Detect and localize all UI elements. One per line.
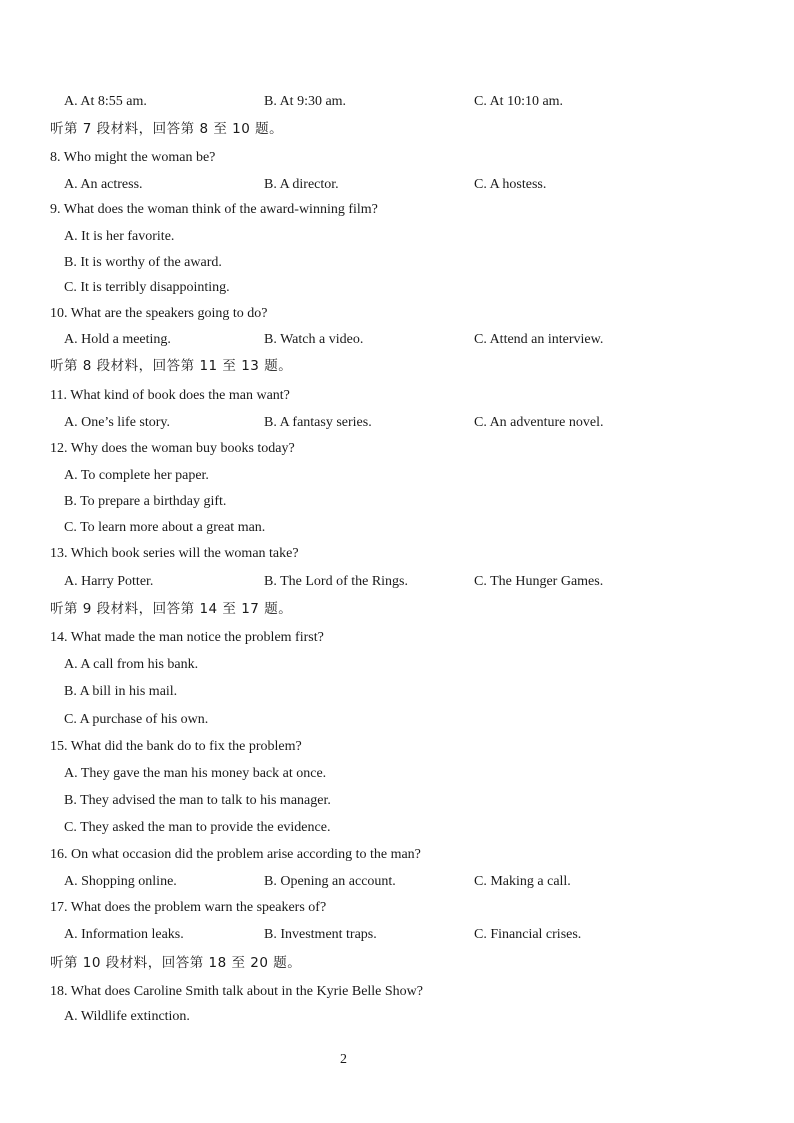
answer-option: B. A director. [264,177,339,192]
answer-option: B. Watch a video. [264,332,364,347]
answer-option: A. An actress. [64,177,143,192]
page-number: 2 [340,1052,347,1067]
answer-option: A. Harry Potter. [64,574,154,589]
answer-option: B. To prepare a birthday gift. [64,494,227,509]
question-text: 16. On what occasion did the problem arise according to the man? [50,847,421,862]
question-text: 18. What does Caroline Smith talk about in the Kyrie Belle Show? [50,984,424,999]
answer-option: B. At 9:30 am. [264,94,347,109]
question-text: 17. What does the problem warn the speakers of? [50,900,327,915]
answer-option: A. One’s life story. [64,415,171,430]
answer-option: B. It is worthy of the award. [64,255,222,270]
answer-option: A. Information leaks. [64,927,184,942]
answer-option: B. A bill in his mail. [64,684,178,699]
answer-option: B. Opening an account. [264,874,396,889]
answer-option: C. A purchase of his own. [64,712,209,727]
question-text: 12. Why does the woman buy books today? [50,441,295,456]
answer-option: B. Investment traps. [264,927,377,942]
question-text: 14. What made the man notice the problem first? [50,630,324,645]
answer-option: C. To learn more about a great man. [64,520,266,535]
question-text: 11. What kind of book does the man want? [50,388,290,403]
section-instruction: 听第 10 段材料，回答第 18 至 20 题。 [50,955,302,971]
answer-option: A. Wildlife extinction. [64,1009,190,1024]
answer-option: A. Shopping online. [64,874,177,889]
answer-option: C. Attend an interview. [474,332,604,347]
answer-option: C. An adventure novel. [474,415,604,430]
section-instruction: 听第 7 段材料，回答第 8 至 10 题。 [50,121,284,137]
answer-option: C. At 10:10 am. [474,94,564,109]
question-text: 8. Who might the woman be? [50,150,216,165]
question-text: 15. What did the bank do to fix the problem? [50,739,302,754]
answer-option: A. A call from his bank. [64,657,199,672]
answer-option: C. Financial crises. [474,927,582,942]
answer-option: A. They gave the man his money back at once. [64,766,327,781]
section-instruction: 听第 9 段材料，回答第 14 至 17 题。 [50,601,293,617]
answer-option: B. A fantasy series. [264,415,372,430]
answer-option: C. It is terribly disappointing. [64,280,230,295]
answer-option: A. At 8:55 am. [64,94,147,109]
question-text: 9. What does the woman think of the award-winning film? [50,202,378,217]
answer-option: A. Hold a meeting. [64,332,171,347]
answer-option: C. They asked the man to provide the evidence. [64,820,331,835]
question-text: 10. What are the speakers going to do? [50,306,268,321]
question-text: 13. Which book series will the woman take? [50,546,299,561]
answer-option: B. They advised the man to talk to his manager. [64,793,331,808]
answer-option: C. Making a call. [474,874,571,889]
answer-option: B. The Lord of the Rings. [264,574,409,589]
answer-option: C. The Hunger Games. [474,574,604,589]
answer-option: A. It is her favorite. [64,229,175,244]
section-instruction: 听第 8 段材料，回答第 11 至 13 题。 [50,358,293,374]
answer-option: C. A hostess. [474,177,547,192]
answer-option: A. To complete her paper. [64,468,209,483]
